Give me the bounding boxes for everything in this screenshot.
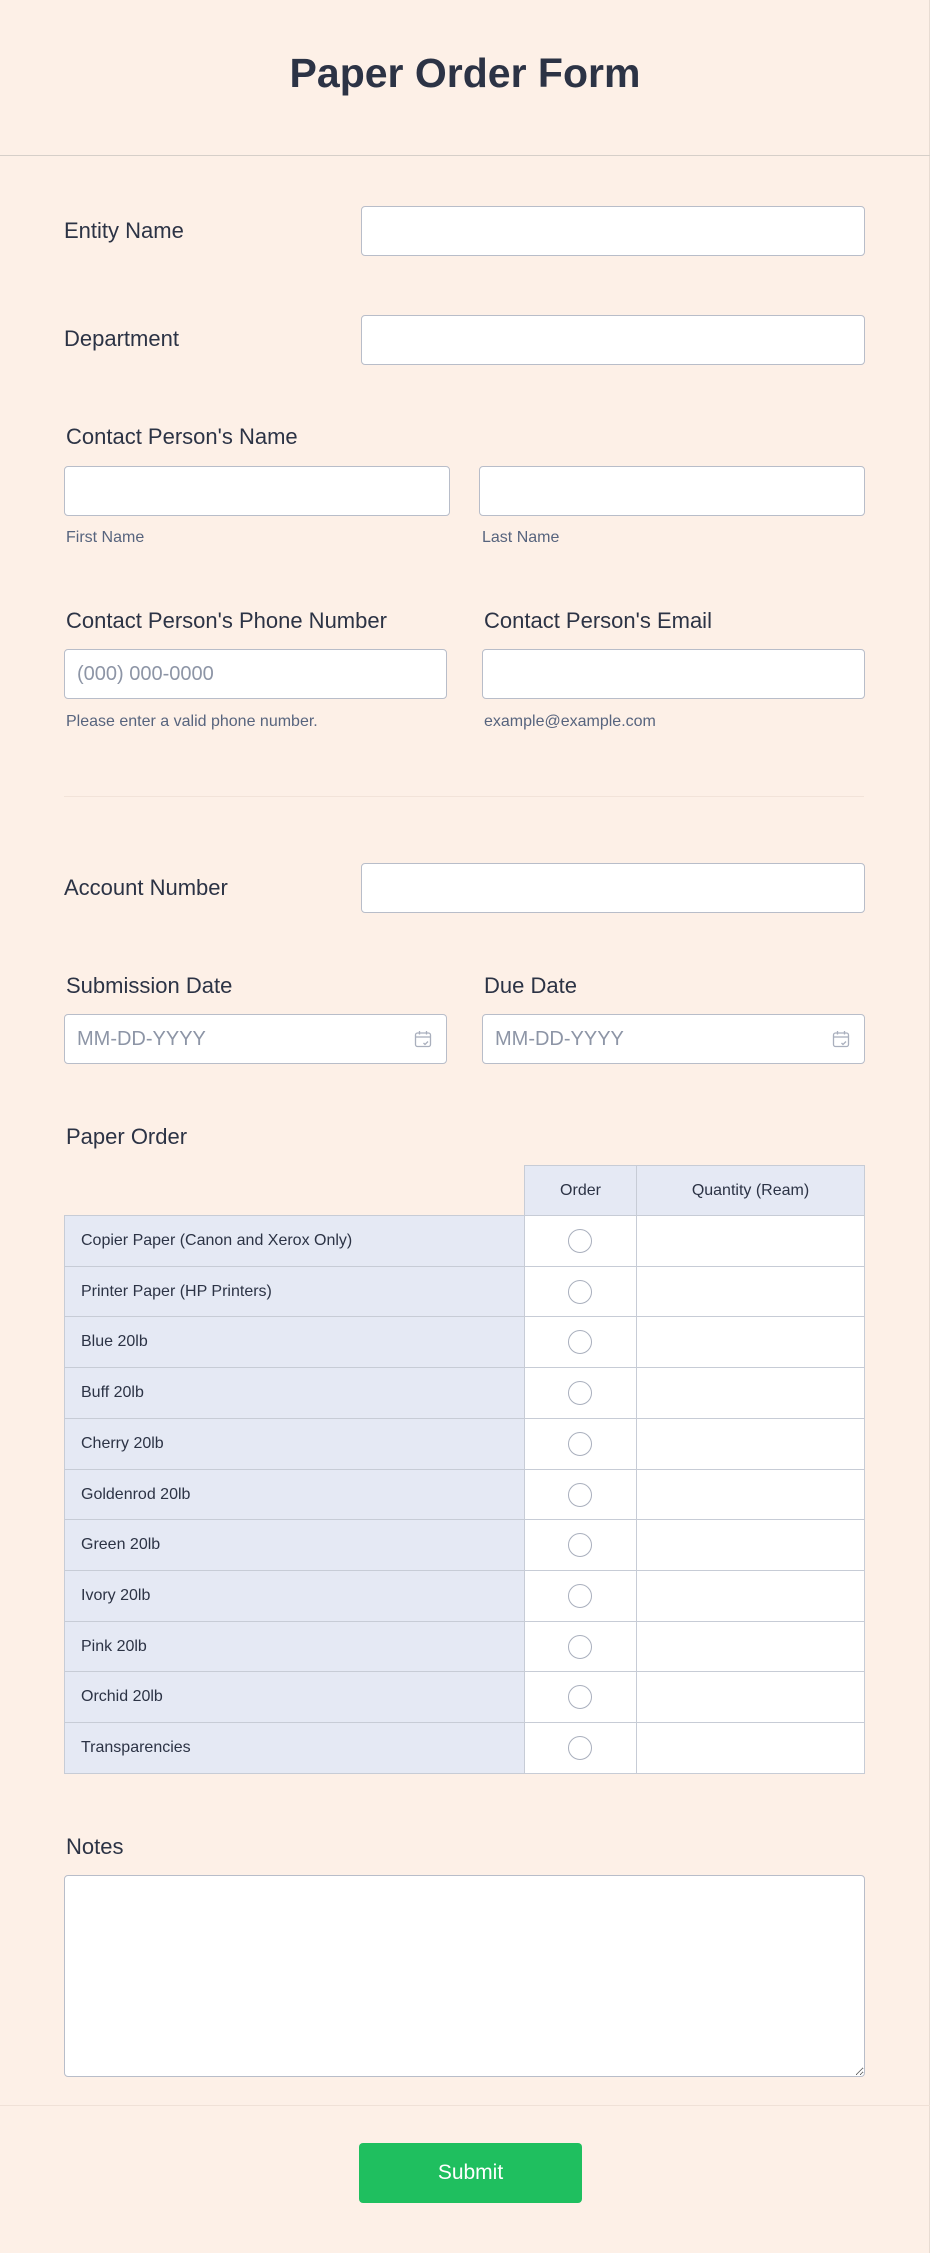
matrix-quantity-cell[interactable] <box>636 1722 865 1774</box>
submit-button[interactable]: Submit <box>359 2143 582 2203</box>
matrix-quantity-cell[interactable] <box>636 1215 865 1267</box>
matrix-quantity-cell[interactable] <box>636 1266 865 1318</box>
last-name-input[interactable] <box>479 466 865 516</box>
matrix-row-label: Cherry 20lb <box>64 1418 525 1470</box>
matrix-row-label: Pink 20lb <box>64 1621 525 1673</box>
page-title: Paper Order Form <box>289 50 641 96</box>
matrix-quantity-cell[interactable] <box>636 1367 865 1419</box>
matrix-row-label: Blue 20lb <box>64 1316 525 1368</box>
due-date-input[interactable] <box>482 1014 865 1064</box>
matrix-row-label: Copier Paper (Canon and Xerox Only) <box>64 1215 525 1267</box>
matrix-row-label: Green 20lb <box>64 1519 525 1571</box>
order-radio[interactable] <box>568 1483 592 1507</box>
matrix-quantity-cell[interactable] <box>636 1519 865 1571</box>
first-name-input[interactable] <box>64 466 450 516</box>
section-divider <box>64 796 864 797</box>
calendar-icon[interactable] <box>414 1030 432 1048</box>
entity-name-input[interactable] <box>361 206 865 256</box>
order-radio[interactable] <box>568 1330 592 1354</box>
footer-divider <box>0 2105 930 2106</box>
last-name-sublabel: Last Name <box>482 529 560 546</box>
matrix-quantity-cell[interactable] <box>636 1316 865 1368</box>
order-radio[interactable] <box>568 1280 592 1304</box>
order-radio[interactable] <box>568 1736 592 1760</box>
matrix-column-header: Order <box>524 1165 637 1216</box>
matrix-row-label: Printer Paper (HP Printers) <box>64 1266 525 1318</box>
phone-input[interactable] <box>64 649 447 699</box>
matrix-quantity-cell[interactable] <box>636 1671 865 1723</box>
order-radio[interactable] <box>568 1381 592 1405</box>
matrix-row-label: Transparencies <box>64 1722 525 1774</box>
matrix-quantity-cell[interactable] <box>636 1621 865 1673</box>
order-radio[interactable] <box>568 1432 592 1456</box>
form-header <box>0 0 930 156</box>
matrix-quantity-cell[interactable] <box>636 1570 865 1622</box>
matrix-row-label: Goldenrod 20lb <box>64 1469 525 1521</box>
entity-name-label: Entity Name <box>64 218 184 243</box>
email-sublabel: example@example.com <box>484 713 656 730</box>
department-label: Department <box>64 326 179 351</box>
submission-date-label: Submission Date <box>66 973 233 998</box>
order-radio[interactable] <box>568 1635 592 1659</box>
matrix-row-label: Buff 20lb <box>64 1367 525 1419</box>
submission-date-input[interactable] <box>64 1014 447 1064</box>
department-input[interactable] <box>361 315 865 365</box>
calendar-icon[interactable] <box>832 1030 850 1048</box>
order-radio[interactable] <box>568 1533 592 1557</box>
account-number-label: Account Number <box>64 875 228 900</box>
notes-textarea[interactable] <box>64 1875 865 2077</box>
phone-sublabel: Please enter a valid phone number. <box>66 713 318 730</box>
paper-order-label: Paper Order <box>66 1124 188 1149</box>
notes-label: Notes <box>66 1834 124 1859</box>
email-label: Contact Person's Email <box>484 608 712 633</box>
first-name-sublabel: First Name <box>66 529 145 546</box>
matrix-row-label: Ivory 20lb <box>64 1570 525 1622</box>
order-radio[interactable] <box>568 1229 592 1253</box>
account-number-input[interactable] <box>361 863 865 913</box>
phone-label: Contact Person's Phone Number <box>66 608 387 633</box>
order-radio[interactable] <box>568 1584 592 1608</box>
matrix-quantity-cell[interactable] <box>636 1469 865 1521</box>
matrix-column-header: Quantity (Ream) <box>636 1165 865 1216</box>
contact-name-label: Contact Person's Name <box>66 424 298 449</box>
due-date-label: Due Date <box>484 973 577 998</box>
matrix-quantity-cell[interactable] <box>636 1418 865 1470</box>
matrix-row-label: Orchid 20lb <box>64 1671 525 1723</box>
email-input[interactable] <box>482 649 865 699</box>
order-radio[interactable] <box>568 1685 592 1709</box>
